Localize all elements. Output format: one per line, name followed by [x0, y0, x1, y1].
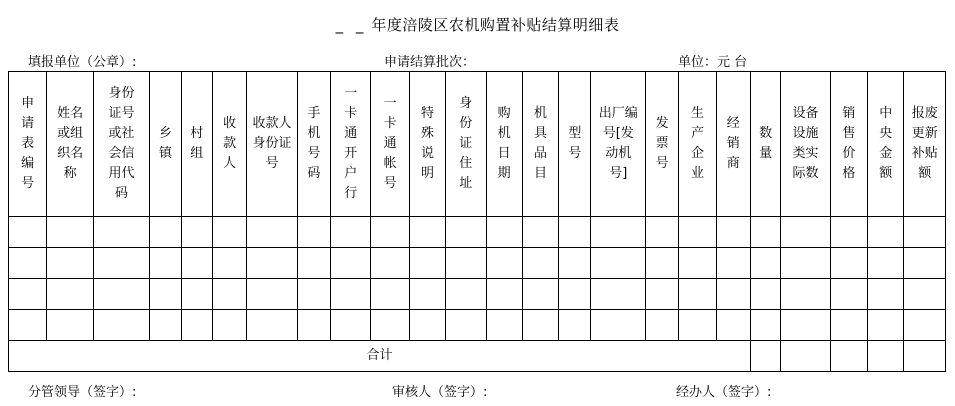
table-cell — [371, 217, 409, 248]
table-cell — [716, 217, 750, 248]
column-header-label: 购机日期 — [497, 106, 511, 181]
column-header-label: 收款人 — [223, 116, 237, 171]
table-cell — [646, 248, 679, 279]
column-header — [446, 72, 486, 217]
title-text: 年度涪陵区农机购置补贴结算明细表 — [371, 16, 620, 34]
table-cell — [559, 217, 591, 248]
table-cell — [9, 279, 47, 310]
table-cell — [904, 310, 946, 341]
column-header — [247, 72, 297, 217]
table-cell — [93, 248, 150, 279]
total-cell — [781, 341, 830, 372]
column-header — [591, 72, 646, 217]
table-cell — [150, 217, 181, 248]
column-header — [486, 72, 522, 217]
column-header — [371, 72, 409, 217]
column-header — [9, 72, 47, 217]
table-cell — [446, 217, 486, 248]
total-label-cell: 合计 — [9, 341, 751, 372]
table-cell — [297, 310, 330, 341]
table-cell — [591, 279, 646, 310]
column-header-label: 一卡通开户行 — [344, 86, 358, 201]
column-header-label: 型号 — [568, 126, 582, 161]
table-cell — [297, 279, 330, 310]
subsidy-table — [8, 71, 946, 372]
table-cell — [646, 310, 679, 341]
year-blank: _ _ — [335, 16, 368, 34]
table-cell — [47, 217, 93, 248]
table-cell — [297, 248, 330, 279]
table-cell — [409, 279, 445, 310]
header-row — [9, 72, 946, 217]
table-cell — [522, 248, 558, 279]
table-row — [9, 248, 946, 279]
table-cell — [409, 310, 445, 341]
table-cell — [868, 217, 904, 248]
table-cell — [868, 248, 904, 279]
table-cell — [781, 248, 830, 279]
table-cell — [559, 310, 591, 341]
column-header-label: 出厂编号[发动机号] — [598, 106, 638, 181]
table-cell — [247, 279, 297, 310]
table-cell — [331, 217, 371, 248]
column-header — [830, 72, 867, 217]
column-header — [781, 72, 830, 217]
table-cell — [904, 279, 946, 310]
table-cell — [212, 248, 246, 279]
table-cell — [646, 217, 679, 248]
table-cell — [181, 217, 212, 248]
column-header — [212, 72, 246, 217]
column-header — [150, 72, 181, 217]
batch-label: 申请结算批次： — [384, 55, 476, 70]
table-cell — [150, 310, 181, 341]
table-cell — [486, 248, 522, 279]
table-cell — [486, 279, 522, 310]
table-cell — [750, 310, 780, 341]
column-header — [47, 72, 93, 217]
table-cell — [750, 217, 780, 248]
column-header-label: 中央金额 — [879, 106, 893, 181]
table-cell — [371, 279, 409, 310]
table-cell — [591, 248, 646, 279]
table-cell — [371, 248, 409, 279]
column-header-label: 设备设施类实际数 — [792, 106, 819, 181]
unit-label: 单位：元 台 — [678, 55, 748, 70]
table-cell — [331, 310, 371, 341]
column-header — [559, 72, 591, 217]
column-header-label: 生产企业 — [690, 106, 704, 181]
table-cell — [868, 310, 904, 341]
table-cell — [781, 217, 830, 248]
table-cell — [150, 279, 181, 310]
column-header-label: 数量 — [759, 126, 773, 161]
column-header — [868, 72, 904, 217]
table-cell — [904, 248, 946, 279]
table-cell — [212, 310, 246, 341]
table-row — [9, 279, 946, 310]
table-cell — [486, 217, 522, 248]
table-cell — [9, 217, 47, 248]
table-cell — [591, 217, 646, 248]
column-header-label: 手机号码 — [307, 106, 321, 181]
column-header — [522, 72, 558, 217]
column-header-label: 收款人身份证号 — [252, 116, 292, 171]
table-cell — [181, 248, 212, 279]
column-header-label: 销售价格 — [842, 106, 856, 181]
table-cell — [486, 310, 522, 341]
table-cell — [830, 217, 867, 248]
table-cell — [559, 279, 591, 310]
table-cell — [212, 217, 246, 248]
column-header-label: 乡镇 — [158, 126, 172, 161]
column-header-label: 经销商 — [726, 116, 740, 171]
leader-sign-label: 分管领导（签字）: — [28, 385, 137, 400]
table-row — [9, 310, 946, 341]
column-header — [181, 72, 212, 217]
table-cell — [559, 248, 591, 279]
table-cell — [868, 279, 904, 310]
column-header — [297, 72, 330, 217]
reviewer-sign-label: 审核人（签字）: — [392, 385, 488, 400]
column-header-label: 机具品目 — [534, 106, 548, 181]
table-cell — [247, 217, 297, 248]
table-cell — [781, 310, 830, 341]
column-header — [750, 72, 780, 217]
table-cell — [679, 248, 716, 279]
table-cell — [409, 217, 445, 248]
table-row — [9, 217, 946, 248]
table-cell — [9, 248, 47, 279]
table-cell — [830, 248, 867, 279]
total-cell — [750, 341, 780, 372]
table-cell — [522, 279, 558, 310]
column-header-label: 发票号 — [655, 116, 669, 171]
table-cell — [371, 310, 409, 341]
column-header — [331, 72, 371, 217]
table-cell — [181, 310, 212, 341]
table-cell — [522, 310, 558, 341]
table-cell — [830, 310, 867, 341]
table-title — [0, 14, 955, 35]
column-header — [646, 72, 679, 217]
column-header — [93, 72, 150, 217]
table-cell — [446, 248, 486, 279]
table-cell — [716, 248, 750, 279]
table-cell — [716, 279, 750, 310]
total-row — [9, 341, 946, 372]
table-cell — [409, 248, 445, 279]
column-header — [904, 72, 946, 217]
table-cell — [646, 279, 679, 310]
table-cell — [446, 279, 486, 310]
fill-unit-label: 填报单位（公章）: — [28, 55, 137, 70]
table-cell — [750, 248, 780, 279]
column-header-label: 姓名或组织名称 — [57, 106, 84, 181]
table-cell — [679, 279, 716, 310]
table-cell — [446, 310, 486, 341]
table-cell — [331, 279, 371, 310]
table-cell — [247, 248, 297, 279]
column-header-label: 身份证号或社会信用代码 — [108, 86, 135, 201]
column-header-label: 报废更新补贴额 — [911, 106, 938, 181]
table-cell — [47, 310, 93, 341]
table-cell — [297, 217, 330, 248]
column-header — [716, 72, 750, 217]
table-cell — [830, 279, 867, 310]
table-cell — [716, 310, 750, 341]
column-header-label: 特殊说明 — [420, 106, 434, 181]
total-cell — [868, 341, 904, 372]
total-cell — [830, 341, 867, 372]
column-header-label: 申请表编号 — [21, 96, 35, 191]
column-header-label: 一卡通帐号 — [383, 96, 397, 191]
table-cell — [181, 279, 212, 310]
table-cell — [93, 310, 150, 341]
table-cell — [522, 217, 558, 248]
table-cell — [591, 310, 646, 341]
table-cell — [93, 217, 150, 248]
column-header-label: 村组 — [190, 126, 204, 161]
table-cell — [47, 279, 93, 310]
table-cell — [781, 279, 830, 310]
table-cell — [679, 310, 716, 341]
table-cell — [904, 217, 946, 248]
table-cell — [212, 279, 246, 310]
handler-sign-label: 经办人（签字）: — [676, 385, 772, 400]
table-cell — [679, 217, 716, 248]
table-cell — [247, 310, 297, 341]
table-cell — [331, 248, 371, 279]
column-header — [409, 72, 445, 217]
table-cell — [9, 310, 47, 341]
table-cell — [93, 279, 150, 310]
table-cell — [150, 248, 181, 279]
total-cell — [904, 341, 946, 372]
table-cell — [47, 248, 93, 279]
column-header — [679, 72, 716, 217]
table-cell — [750, 279, 780, 310]
column-header-label: 身份证住址 — [459, 96, 473, 191]
